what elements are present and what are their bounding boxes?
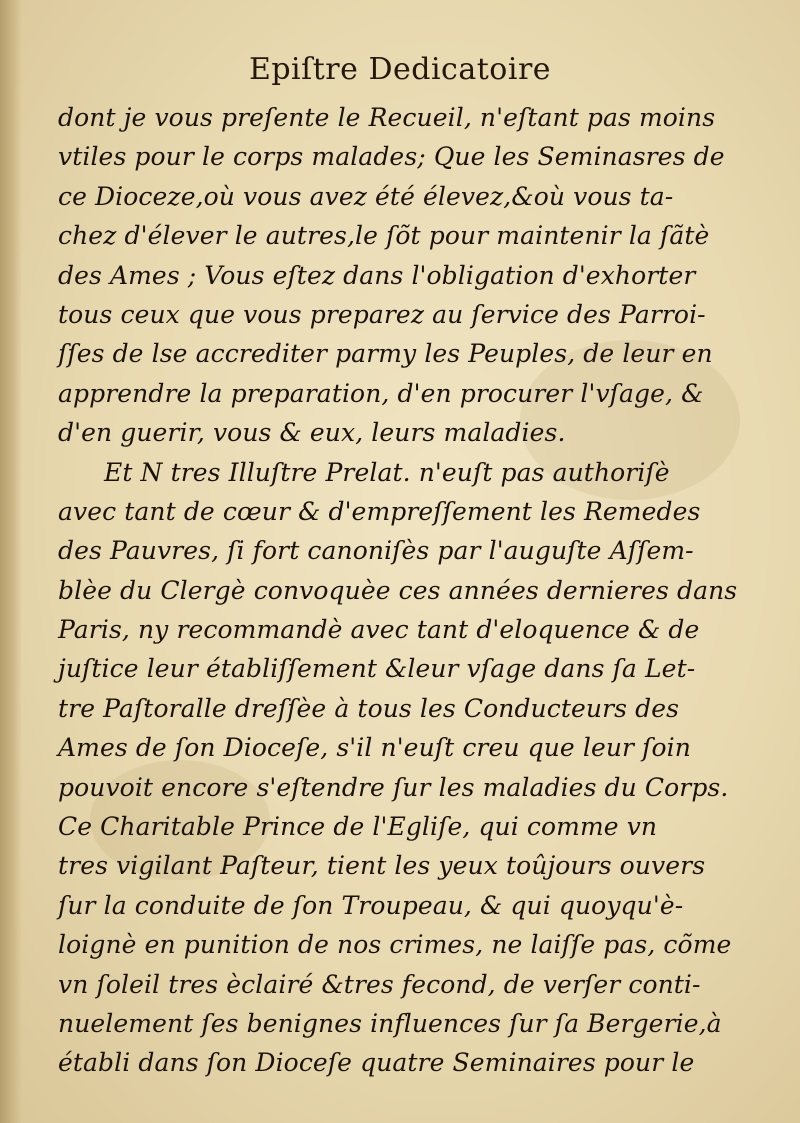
text-line: Ce Charitable Prince de l'Egliſe, qui comme vn bbox=[58, 812, 658, 842]
paragraph-start-line: Et N tres Illuſtre Prelat. n'euſt pas authoriſè bbox=[104, 457, 670, 487]
text-line: juſtice leur établiſſement &leur vſage dans ſa Let- bbox=[58, 654, 696, 684]
page-gutter bbox=[0, 0, 22, 1123]
page-body bbox=[58, 98, 768, 1083]
text-line: pouvoit encore s'eſtendre ſur les maladies du Corps. bbox=[58, 772, 729, 802]
text-line: loignè en punition de nos crimes, ne laiſſe pas, cõme bbox=[58, 930, 732, 960]
text-line: dont je vous preſente le Recueil, n'eſtant pas moins bbox=[58, 103, 716, 132]
text-line: ſſes de lse accrediter parmy les Peuples, de leur en bbox=[58, 339, 713, 369]
text-line: avec tant de cœur & d'empreſſement les Remedes bbox=[58, 496, 701, 526]
text-line: vtiles pour le corps malades; Que les Seminasres de bbox=[58, 142, 725, 172]
text-line: Paris, ny recommandè avec tant d'eloquence & de bbox=[58, 615, 700, 645]
text-line: nuelement ſes benignes influences ſur ſa Bergerie,à bbox=[58, 1008, 722, 1038]
running-header: Epiſtre Dedicatoire bbox=[248, 52, 552, 87]
text-line: tous ceux que vous preparez au ſervice des Parroi- bbox=[58, 299, 706, 329]
text-line: apprendre la preparation, d'en procurer l'vſage, & bbox=[58, 378, 704, 408]
text-line: établi dans ſon Dioceſe quatre Seminaires pour le bbox=[58, 1048, 695, 1078]
text-line: ſur la conduite de ſon Troupeau, & qui quoyqu'è- bbox=[58, 890, 684, 920]
text-line: ce Dioceze,où vous avez été élevez,&où vous ta- bbox=[58, 181, 674, 211]
text-line: tre Paſtoralle dreſſèe à tous les Conducteurs des bbox=[58, 693, 680, 723]
text-line: Ames de ſon Dioceſe, s'il n'euſt creu que leur ſoin bbox=[58, 733, 691, 763]
text-line: tres vigilant Paſteur, tient les yeux toûjours ouvers bbox=[58, 851, 706, 881]
text-line: vn ſoleil tres èclairé &tres fecond, de verſer conti- bbox=[58, 969, 701, 999]
text-line: d'en guerir, vous & eux, leurs maladies. bbox=[58, 418, 566, 448]
text-line: chez d'élever le autres,le ſõt pour maintenir la ſãtè bbox=[58, 221, 710, 251]
text-line: des Ames ; Vous eſtez dans l'obligation d'exhorter bbox=[58, 260, 696, 290]
text-line: blèe du Clergè convoquèe ces années dernieres dans bbox=[58, 575, 738, 605]
text-line: des Pauvres, ſi fort canoniſès par l'auguſte Aſſem- bbox=[58, 536, 694, 566]
